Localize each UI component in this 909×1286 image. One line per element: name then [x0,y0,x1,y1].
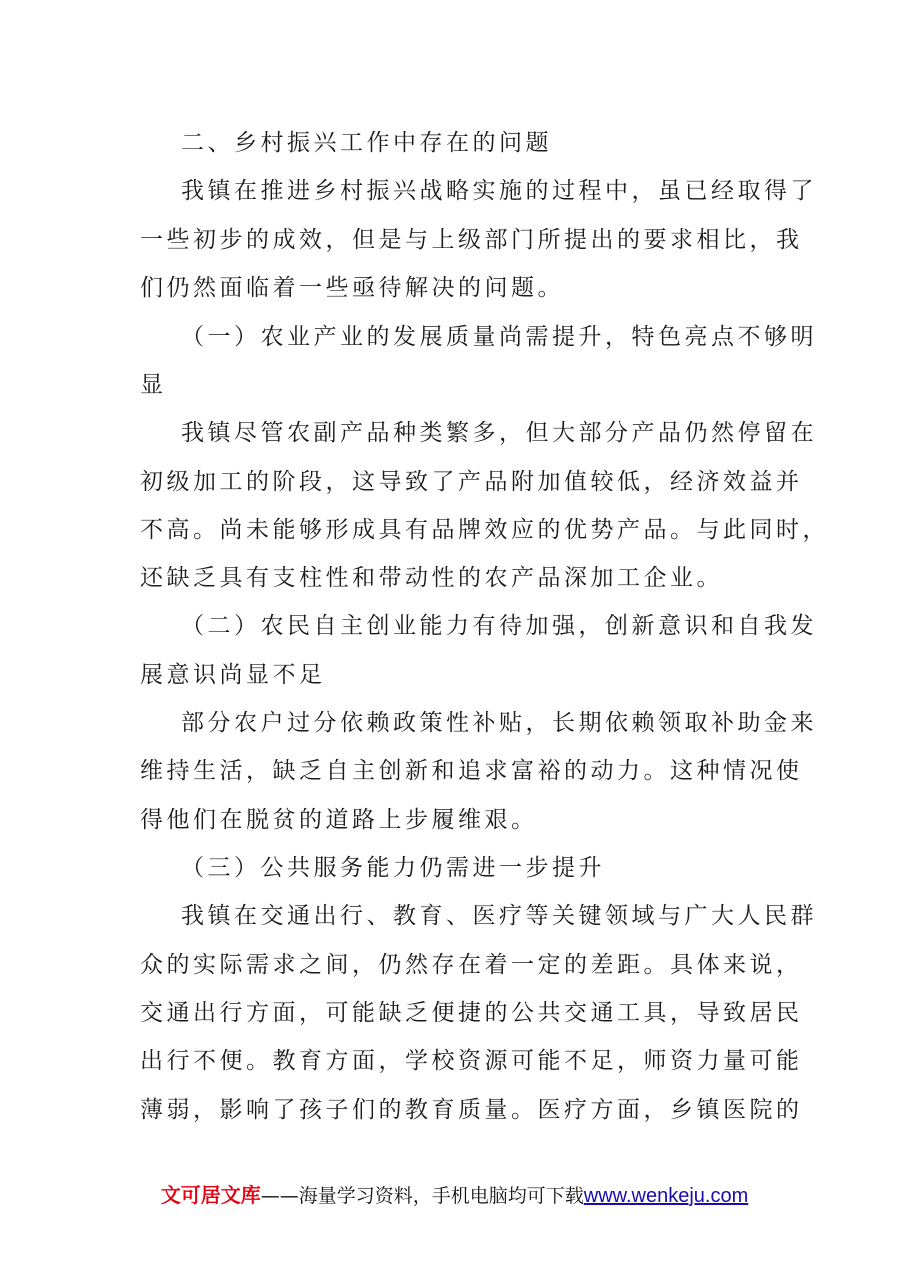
paragraph-line: 我镇尽管农副产品种类繁多，但大部分产品仍然停留在 [181,420,817,446]
paragraph-line: 初级加工的阶段，这导致了产品附加值较低，经济效益并 [140,469,803,495]
subsection-heading: （二）农民自主创业能力有待加强，创新意识和自我发 [181,613,817,639]
paragraph-line: 我镇在交通出行、教育、医疗等关键领域与广大人民群 [181,903,817,929]
subsection-heading: 展意识尚显不足 [140,662,326,688]
subsection-heading: （一）农业产业的发展质量尚需提升，特色亮点不够明 [181,324,817,350]
subsection-heading: （三）公共服务能力仍需进一步提升 [181,855,605,881]
paragraph-line: 得他们在脱贫的道路上步履维艰。 [140,807,538,833]
paragraph-line: 薄弱，影响了孩子们的教育质量。医疗方面，乡镇医院的 [140,1097,803,1123]
paragraph-line: 交通出行方面，可能缺乏便捷的公共交通工具，导致居民 [140,1000,803,1026]
paragraph-line: 我镇在推进乡村振兴战略实施的过程中，虽已经取得了 [181,178,817,204]
paragraph-line: 众的实际需求之间，仍然存在着一定的差距。具体来说， [140,952,803,978]
section-heading: 二、乡村振兴工作中存在的问题 [181,130,552,156]
paragraph-line: 出行不便。教育方面，学校资源可能不足，师资力量可能 [140,1048,803,1074]
paragraph-line: 维持生活，缺乏自主创新和追求富裕的动力。这种情况使 [140,758,803,784]
subsection-heading: 显 [140,372,167,398]
paragraph-line: 部分农户过分依赖政策性补贴，长期依赖领取补助金来 [181,710,817,736]
page-footer [0,1181,909,1210]
paragraph-line: 一些初步的成效，但是与上级部门所提出的要求相比，我 [140,227,803,253]
footer-slogan: ——海量学习资料，手机电脑均可下载 [260,1185,584,1207]
brand-name: 文可居文库 [160,1183,261,1207]
paragraph-line: 们仍然面临着一些亟待解决的问题。 [140,275,564,301]
paragraph-line: 不高。尚未能够形成具有品牌效应的优势产品。与此同时， [140,517,829,543]
website-link[interactable]: www.wenkeju.com [583,1185,749,1207]
paragraph-line: 还缺乏具有支柱性和带动性的农产品深加工企业。 [140,565,723,591]
